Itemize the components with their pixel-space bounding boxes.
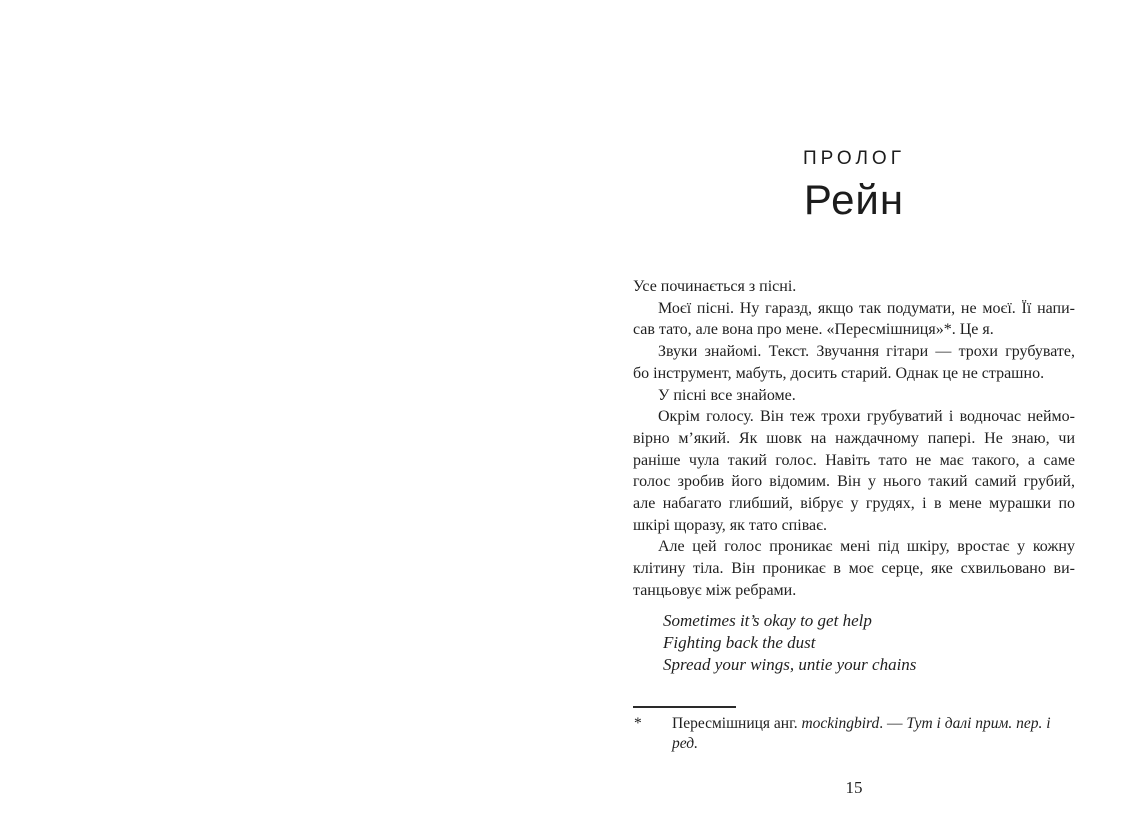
footnote-segment: mockingbird xyxy=(801,715,880,732)
footnote xyxy=(633,714,1075,754)
text-line: Звуки знайомі. Текст. Звучання гітари — трохи грубувате, xyxy=(658,343,1075,361)
chapter-kicker: ПРОЛОГ xyxy=(802,148,905,169)
text-line: раніше чула такий голос. Навіть тато не має такого, а саме xyxy=(633,451,1075,469)
text-line: Моєї пісні. Ну гаразд, якщо так подумати, не моєї. Її напи- xyxy=(658,299,1075,317)
text-line: але набагато глибший, вібрує у грудях, і в мене мурашки по xyxy=(633,495,1075,513)
text-line: сав тато, але вона про мене. «Пересмішниця»*. Це я. xyxy=(633,321,994,339)
text-line: Окрім голосу. Він теж трохи грубуватий і водночас неймо- xyxy=(658,408,1075,426)
lyric-line: Sometimes it’s okay to get help xyxy=(663,611,872,630)
chapter-title: Рейн xyxy=(803,176,905,223)
footnote-segment: Пересмішниця анг. xyxy=(672,715,802,732)
footnote-segment: Тут і далі прим. пер. і ред. xyxy=(672,715,1051,752)
footnote-segment: . — xyxy=(879,715,907,732)
text-line: вірно м’який. Як шовк на наждачному папері. Не знаю, чи xyxy=(633,429,1075,447)
lyrics-block xyxy=(663,610,1075,676)
footnote-text xyxy=(633,714,1075,754)
text-line: Але цей голос проникає мені під шкіру, вростає у кожну xyxy=(658,538,1075,556)
lyric-line: Fighting back the dust xyxy=(663,633,816,652)
text-line: танцьовує між ребрами. xyxy=(633,581,797,599)
lyric-line: Spread your wings, untie your chains xyxy=(663,655,917,674)
text-line: У пісні все знайоме. xyxy=(658,386,796,404)
text-line: бо інструмент, мабуть, досить старий. Однак це не страшно. xyxy=(633,364,1045,382)
footnote-divider xyxy=(633,706,736,708)
text-line: клітину тіла. Він проникає в моє серце, яке схвильовано ви- xyxy=(633,560,1075,578)
text-line: шкірі щоразу, як тато співає. xyxy=(633,516,827,534)
text-line: голос зробив його відомим. Він у нього такий самий грубий, xyxy=(633,473,1075,491)
page-number: 15 xyxy=(845,778,863,797)
body-text-block xyxy=(633,276,1075,602)
text-line: Усе починається з пісні. xyxy=(633,278,797,295)
footnote-marker: * xyxy=(634,715,642,732)
